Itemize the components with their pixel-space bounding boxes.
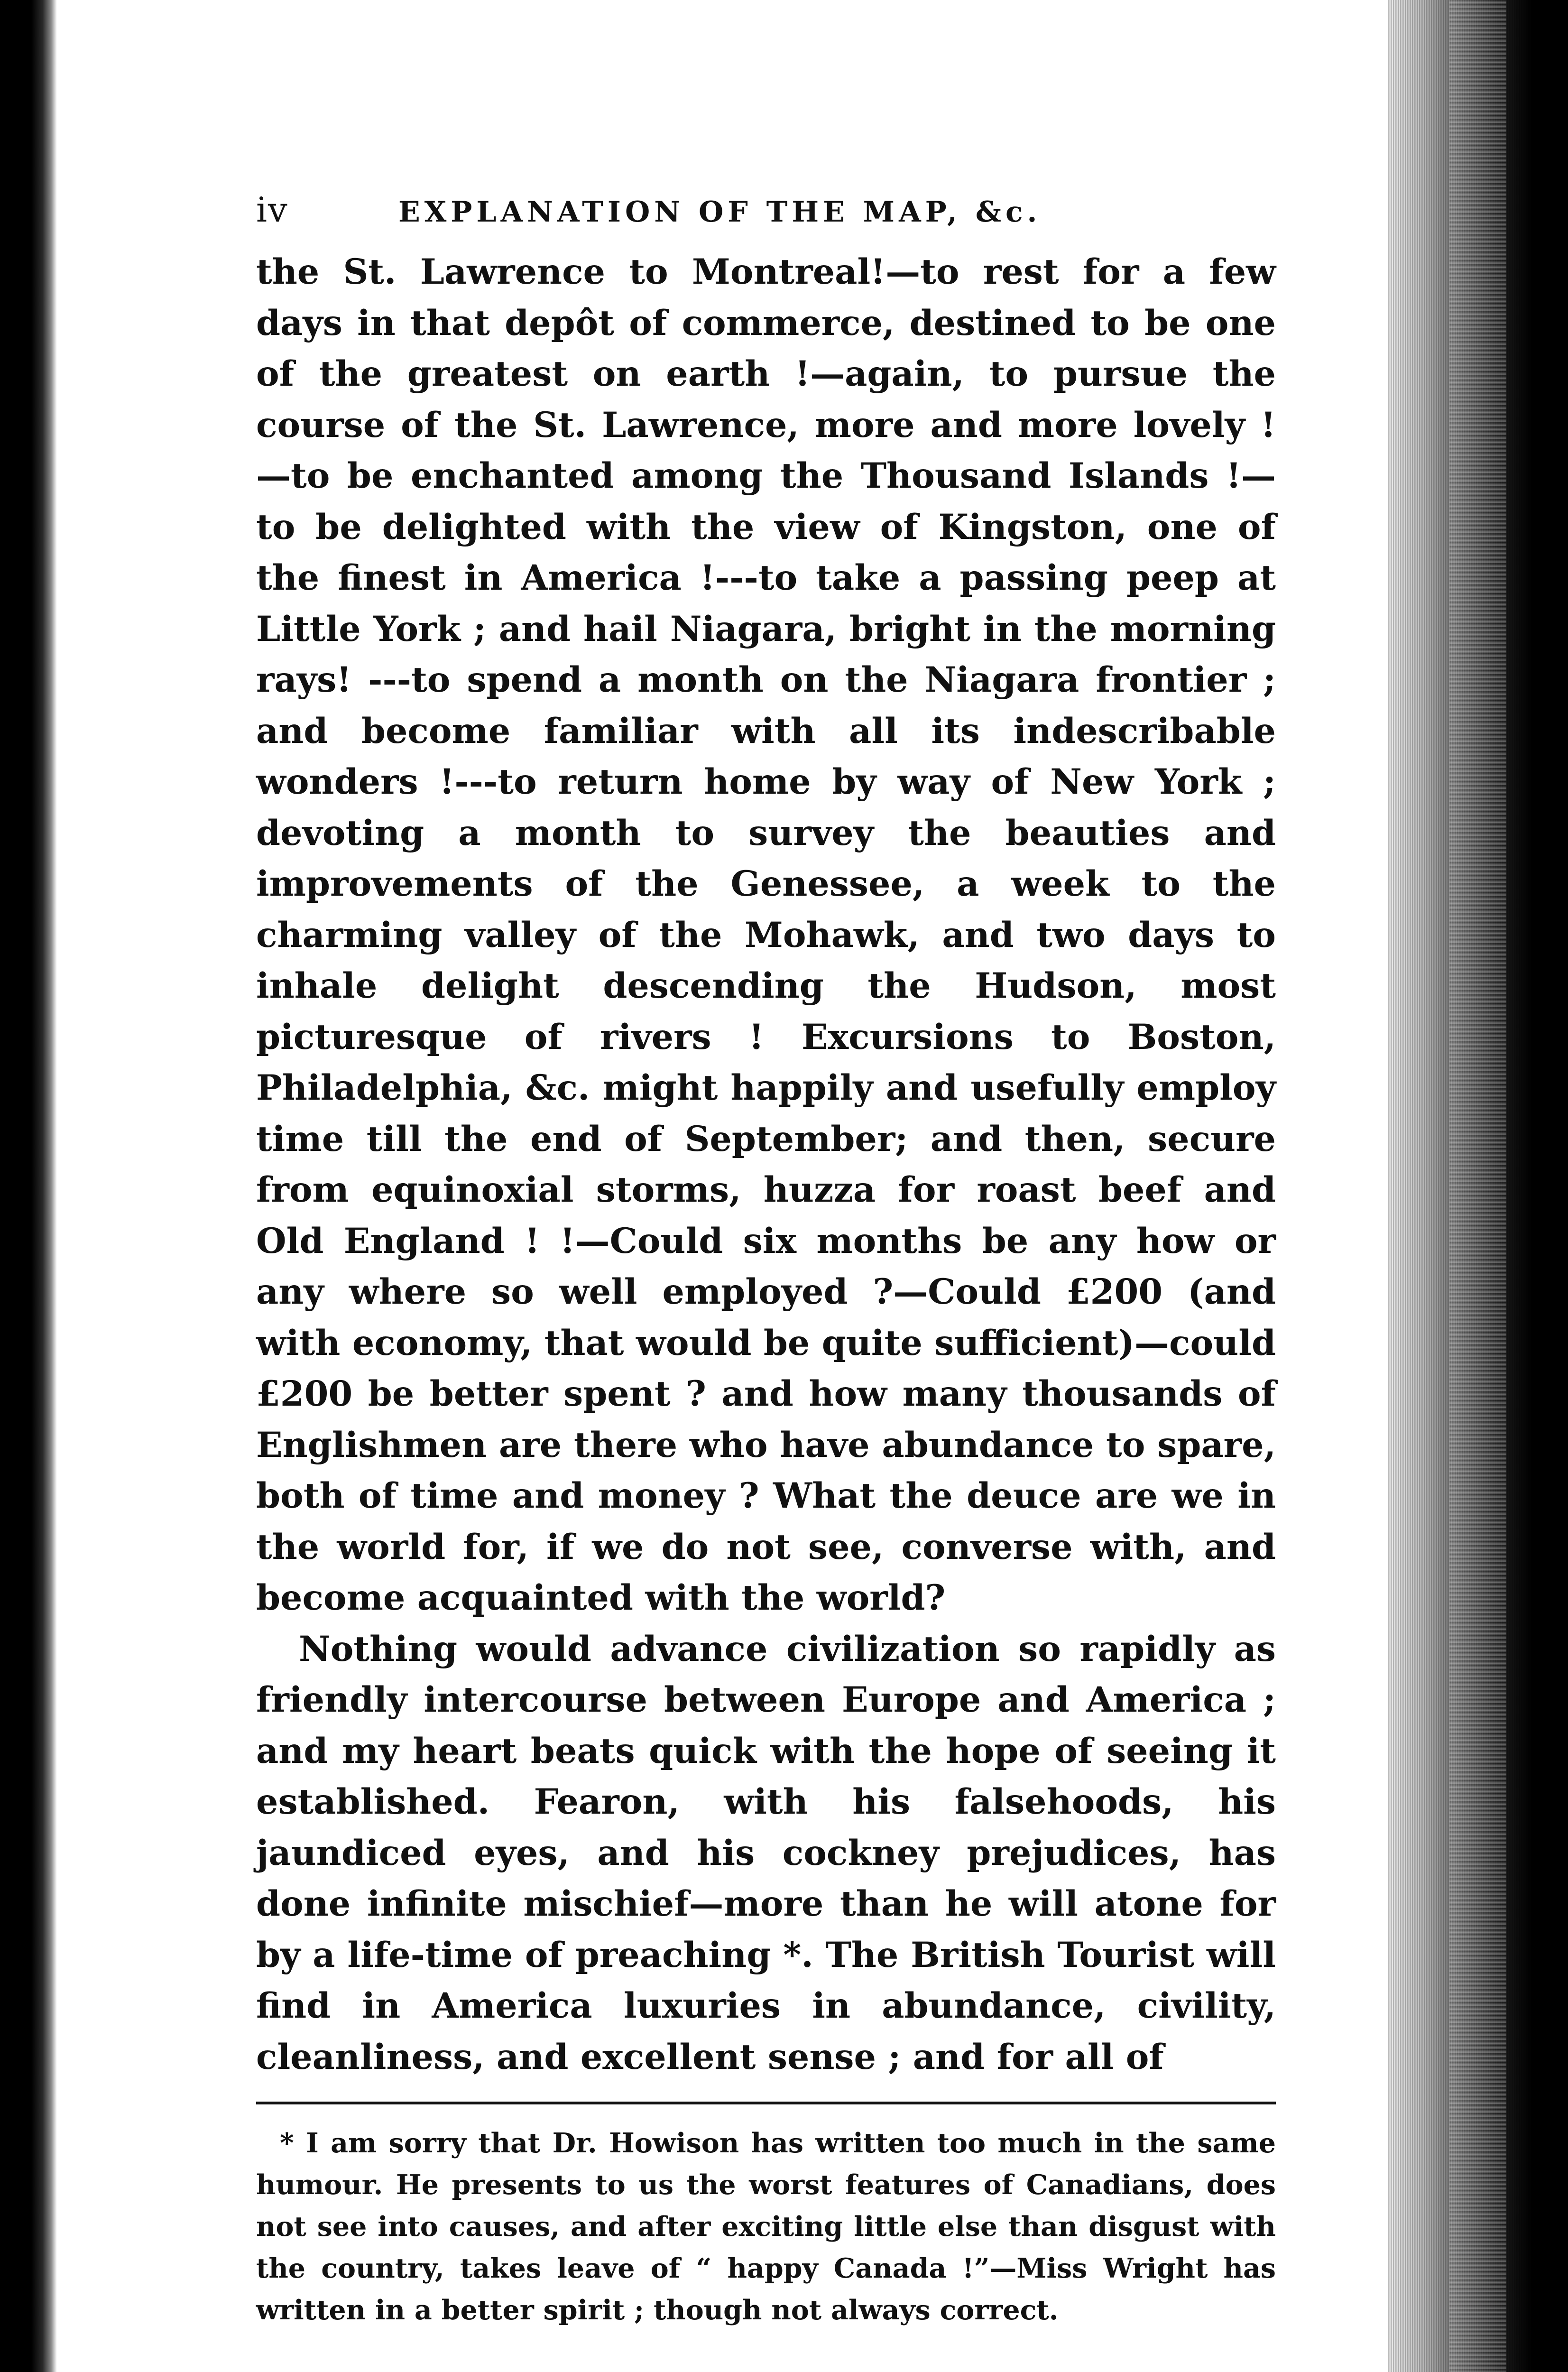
paragraph: the St. Lawrence to Montreal!—to rest for a few days in that depôt of commerce, destined to be one of the greatest on earth !—again, to pursue the course of the St. Lawrence, more and more lovely !—to be enchanted among the Thousand Islands !—to be delighted with the view of Kingston, one of the finest in America !---to take a passing peep at Little York ; and hail Niagara, bright in the morning rays! ---to spend a month on the Niagara frontier ; and become familiar with all its indescribable wonders !---to return home by way of New York ; devoting a month to survey the beauties and improvements of the Genessee, a week to the charming valley of the Mohawk, and two days to inhale delight descending the Hudson, most picturesque of rivers ! Excursions to Boston, Philadelphia, &c. might happily and usefully employ time till the end of September; and then, secure from equinoxial storms, huzza for roast beef and Old England ! !—Could six months be any how or any where so well employed ?—Could £200 (and with economy, that would be quite sufficient)—could £200 be better spent ? and how many thousands of Englishmen are there who have abundance to spare, both of time and money ? What the deuce are we in the world for, if we do not see, converse with, and become acquainted with the world? (256, 251, 1276, 1618)
paragraph: Nothing would advance civilization so rapidly as friendly intercourse between Europe and America ; and my heart beats quick with the hope of seeing it established. Fearon, with his falsehoods, his jaundiced eyes, and his cockney prejudices, has done infinite mischief—more than he will atone for by a life-time of preaching *. The British Tourist will find in America luxuries in abundance, civility, cleanliness, and excellent sense ; and for all of (256, 1628, 1276, 2077)
page-number: iv (256, 190, 288, 230)
book-page (256, 190, 1276, 2331)
footnote: * I am sorry that Dr. Howison has written too much in the same humour. He presents to us the worst features of Canadians, does not see into causes, and after exciting little else than disgust with the country, takes leave of “ happy Canada !”—Miss Wright has written in a better spirit ; though not always correct. (256, 2127, 1276, 2326)
body-text (256, 247, 1276, 2083)
running-title: EXPLANATION OF THE MAP, &c. (398, 195, 1042, 229)
scan-left-edge (0, 0, 57, 2372)
footnote-divider (256, 2102, 1276, 2104)
scan-right-edge-texture (1449, 0, 1506, 2372)
page-header (256, 190, 1276, 242)
